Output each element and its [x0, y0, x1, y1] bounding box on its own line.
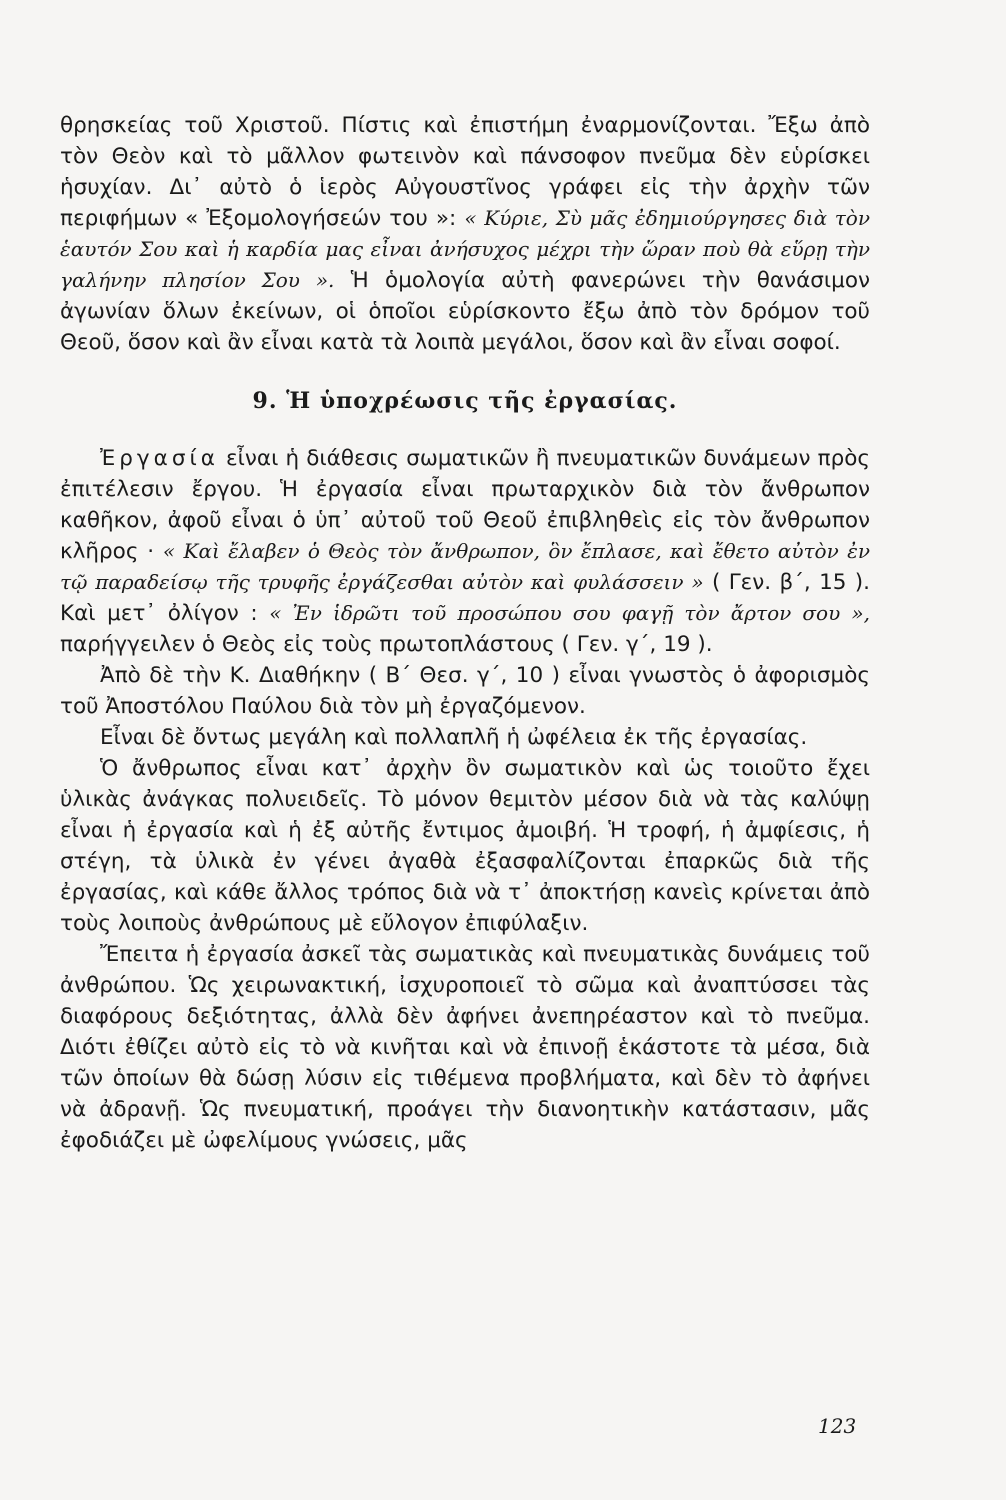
spaced-term: Ἐργασία — [100, 446, 219, 471]
augustine-quote: « Κύριε, Σὺ μᾶς ἐδημιούργησες διὰ τὸν ἑαυτόν Σου καὶ ἡ καρδία μας εἶναι ἀνήσυχος μέχρι τὴν ὥραν ποὺ θὰ εὕρῃ τὴν γαλήνην πλησίον Σου ». — [60, 206, 870, 292]
genesis-quote-1: « Καὶ ἔλαβεν ὁ Θεὸς τὸν ἄνθρωπον, ὃν ἔπλασε, καὶ ἔθετο αὐτὸν ἐν τῷ παραδείσῳ τῆς τρυφῆς ἐργάζεσθαι αὐτὸν καὶ φυλάσσειν » — [60, 539, 870, 594]
paragraph-3: Ἀπὸ δὲ τὴν Κ. Διαθήκην ( Β΄ Θεσ. γ΄, 10 ) εἶναι γνωστὸς ὁ ἀφορισμὸς τοῦ Ἀποστόλου Παύλου διὰ τὸν μὴ ἐργαζόμενον. — [60, 663, 870, 719]
page-body — [60, 110, 870, 1156]
paragraph-1-text-a: θρησκείας τοῦ Χριστοῦ. Πίστις καὶ ἐπιστήμη ἐναρμονίζονται. Ἔξω ἀπὸ τὸν Θεὸν καὶ τὸ μᾶλλον φωτεινὸν καὶ πάνσοφον πνεῦμα δὲν εὑρίσκει ἡσυχίαν. Δι᾽ αὐτὸ ὁ ἱερὸς Αὐγουστῖνος γράφει εἰς τὴν ἀρχὴν τῶν περιφήμων « Ἐξομολογήσεών του »: — [60, 113, 870, 231]
genesis-quote-2: « Ἐν ἱδρῶτι τοῦ προσώπου σου φαγῇ τὸν ἄρτον σου », — [269, 601, 870, 625]
paragraph-2 — [60, 443, 870, 660]
paragraph-2-text-b: ( Γεν. β΄, 15 ). Καὶ μετ᾽ ὀλίγον : — [60, 570, 871, 626]
page-number: 123 — [818, 1414, 857, 1438]
section-heading: 9. Ἡ ὑποχρέωσις τῆς ἐργασίας. — [252, 388, 678, 414]
paragraph-2-text-a: εἶναι ἡ διάθεσις σωματικῶν ἢ πνευματικῶν δυνάμεων πρὸς ἐπιτέλεσιν ἔργου. Ἡ ἐργασία εἶναι πρωταρχικὸν διὰ τὸν ἄνθρωπον καθῆκον, ἀφοῦ εἶναι ὁ ὑπ᾽ αὐτοῦ τοῦ Θεοῦ ἐπιβληθεὶς εἰς τὸν ἄνθρωπον κλῆρος · — [60, 446, 870, 564]
paragraph-1 — [60, 110, 870, 358]
paragraph-2-text-c: παρήγγειλεν ὁ Θεὸς εἰς τοὺς πρωτοπλάστους ( Γεν. γ΄, 19 ). — [60, 632, 713, 657]
paragraph-1-text-b: Ἡ ὁμολογία αὐτὴ φανερώνει τὴν θανάσιμον ἀγωνίαν ὅλων ἐκείνων, οἱ ὁποῖοι εὑρίσκοντο ἔξω ἀπὸ τὸν δρόμον τοῦ Θεοῦ, ὅσον καὶ ἂν εἶναι κατὰ τὰ λοιπὰ μεγάλοι, ὅσον καὶ ἂν εἶναι σοφοί. — [60, 268, 870, 355]
paragraph-4: Εἶναι δὲ ὄντως μεγάλη καὶ πολλαπλῆ ἡ ὠφέλεια ἐκ τῆς ἐργασίας. — [100, 725, 808, 750]
paragraph-6: Ἔπειτα ἡ ἐργασία ἀσκεῖ τὰς σωματικὰς καὶ πνευματικὰς δυνάμεις τοῦ ἀνθρώπου. Ὡς χειρωνακτική, ἰσχυροποιεῖ τὸ σῶμα καὶ ἀναπτύσσει τὰς διαφόρους δεξιότητας, ἀλλὰ δὲν ἀφήνει ἀνεπηρέαστον καὶ τὸ πνεῦμα. Διότι ἐθίζει αὐτὸ εἰς τὸ νὰ κινῆται καὶ νὰ ἐπινοῇ ἑκάστοτε τὰ μέσα, διὰ τῶν ὁποίων θὰ δώσῃ λύσιν εἰς τιθέμενα προβλήματα, καὶ δὲν τὸ ἀφήνει νὰ ἀδρανῇ. Ὡς πνευματική, προάγει τὴν διανοητικὴν κατάστασιν, μᾶς ἐφοδιάζει μὲ ὠφελίμους γνώσεις, μᾶς — [60, 942, 870, 1153]
paragraph-5: Ὁ ἄνθρωπος εἶναι κατ᾽ ἀρχὴν ὂν σωματικὸν καὶ ὡς τοιοῦτο ἔχει ὑλικὰς ἀνάγκας πολυειδεῖς. Τὸ μόνον θεμιτὸν μέσον διὰ νὰ τὰς καλύψῃ εἶναι ἡ ἐργασία καὶ ἡ ἐξ αὐτῆς ἔντιμος ἀμοιβή. Ἡ τροφή, ἡ ἀμφίεσις, ἡ στέγη, τὰ ὑλικὰ ἐν γένει ἀγαθὰ ἐξασφαλίζονται ἐπαρκῶς διὰ τῆς ἐργασίας, καὶ κάθε ἄλλος τρόπος διὰ νὰ τ᾽ ἀποκτήσῃ κανεὶς κρίνεται ἀπὸ τοὺς λοιποὺς ἀνθρώπους μὲ εὔλογον ἐπιφύλαξιν. — [60, 756, 870, 936]
